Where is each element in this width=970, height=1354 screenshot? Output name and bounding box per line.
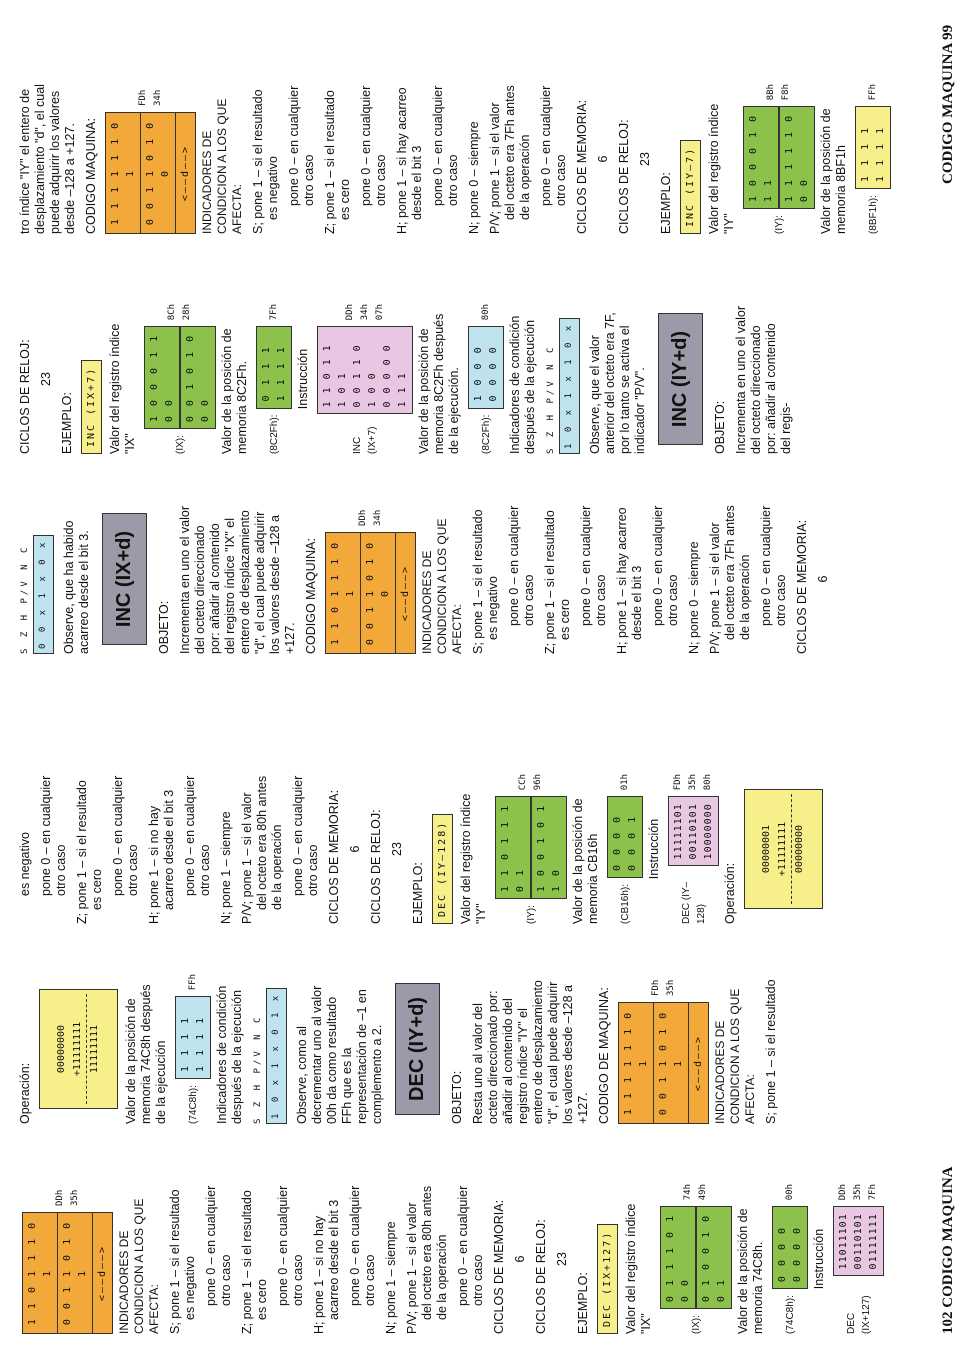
column-6 bbox=[18, 84, 895, 234]
instruction-hex-3: 07h bbox=[374, 304, 385, 321]
mem-cycles-label: CICLOS DE MEMORIA: bbox=[492, 1199, 506, 1334]
flag-n: N; pone 0 – siempre bbox=[687, 541, 701, 654]
operation-result: 11111111 bbox=[86, 994, 103, 1104]
iy-value-label: Valor del registro índice "IY" bbox=[459, 793, 488, 924]
memory-hex: 00h bbox=[784, 1184, 795, 1201]
flag-n: N; pone 1 – siempre bbox=[384, 1221, 398, 1334]
mem-cycles-value: 6 bbox=[816, 575, 830, 583]
instruction-label: Instrucción bbox=[647, 818, 661, 880]
machine-code-box bbox=[325, 532, 416, 654]
machine-code-block bbox=[22, 1184, 113, 1334]
clock-cycles-value: 23 bbox=[555, 1252, 569, 1266]
flag-pv-else: pone 0 – en cualquier otro caso bbox=[291, 775, 320, 896]
column-3 bbox=[18, 774, 829, 924]
column-1 bbox=[18, 1184, 888, 1334]
mem-cycles-label: CICLOS DE MEMORIA: bbox=[575, 99, 589, 234]
ix-high-byte: 0 1 1 1 0 1 0 0 bbox=[660, 1206, 696, 1309]
flag-h-else: pone 0 – en cualquier otro caso bbox=[348, 1185, 377, 1306]
memory-address: (CB16h): bbox=[619, 883, 631, 924]
machine-code-label: CODIGO DE MAQUINA: bbox=[597, 987, 611, 1124]
observation-text: Observe, que ha habido acarreo desde el bit 3. bbox=[62, 520, 91, 654]
memory-byte: 0 1 1 1 1 1 1 1 bbox=[256, 326, 292, 408]
flag-s: S; pone 1 – si el resultado es negativo bbox=[251, 89, 280, 234]
code-hex-2: 35h bbox=[665, 979, 676, 996]
memory-hex: 01h bbox=[619, 774, 630, 791]
mnemonic-title: INC (IX+d) bbox=[102, 513, 147, 645]
memory-byte: 0 0 0 0 0 0 0 1 bbox=[607, 796, 643, 878]
machine-code-box bbox=[22, 1212, 113, 1334]
flags-header: S Z H P/V N C bbox=[546, 344, 556, 454]
example-label: EJEMPLO: bbox=[411, 862, 425, 924]
clock-cycles-label: CICLOS DE RELOJ: bbox=[617, 119, 631, 234]
iy-label: (IY): bbox=[773, 215, 785, 234]
memory-value-label: Valor de la posición de memoria 74C8h. bbox=[736, 1208, 765, 1334]
flag-h: H; pone 1 – si hay acarreo desde el bit 3 bbox=[615, 507, 644, 654]
clock-cycles-value: 23 bbox=[39, 372, 53, 386]
objective-text: Incrementa en uno el valor del octeto direccionado por: añadir al contenido del regis- bbox=[734, 305, 793, 454]
example-instruction: INC (IX+7) bbox=[81, 360, 102, 454]
ix-low-byte: 0 0 1 0 1 0 0 0 bbox=[180, 326, 216, 429]
code-byte-1: 1 1 0 1 1 1 0 1 bbox=[23, 1213, 58, 1333]
iy-low-byte: 1 0 0 1 0 1 1 0 bbox=[531, 796, 567, 899]
memory-after bbox=[468, 304, 504, 454]
example-label: EJEMPLO: bbox=[576, 1272, 590, 1334]
ix-high-hex: 74h bbox=[683, 1184, 693, 1201]
objective-text: Incrementa en uno el valor del octeto direccionado por: añadir al contenido del registro índice "IX" el entero de desplazamiento "d", el cual puede adquirir los valores desde –128 a +127. bbox=[178, 505, 297, 654]
example-instruction: INC (IY–7) bbox=[680, 140, 701, 234]
instruction-hex-2: 35h bbox=[688, 774, 698, 791]
flag-pv: P/V; pone 1 – si el valor del octeto era 7Fh antes de la operación bbox=[488, 85, 532, 234]
memory-value-label: Valor de la posición de memoria 8BF1h bbox=[819, 108, 848, 234]
memory-after-hex: 80h bbox=[480, 304, 491, 321]
code-byte-2: 0 0 1 1 0 1 0 1 bbox=[58, 1213, 93, 1333]
ix-high-byte: 1 0 0 0 1 1 0 0 bbox=[144, 326, 180, 429]
flag-h-else: pone 0 – en cualquier otro caso bbox=[431, 85, 460, 206]
flags-title: INDICADORES DE CONDICION A LOS QUE AFECTA: bbox=[200, 98, 244, 234]
clock-cycles-label: CICLOS DE RELOJ: bbox=[534, 1219, 548, 1334]
iy-label: (IY): bbox=[525, 905, 537, 924]
clock-cycles-value: 23 bbox=[390, 842, 404, 856]
flag-s-else: pone 0 – en cualquier otro caso bbox=[204, 1185, 233, 1306]
mem-cycles-label: CICLOS DE MEMORIA: bbox=[795, 519, 809, 654]
mnemonic-title: INC (IY+d) bbox=[658, 313, 703, 445]
clock-cycles-label: CICLOS DE RELOJ: bbox=[18, 339, 32, 454]
flag-s-else: pone 0 – en cualquier otro caso bbox=[507, 505, 536, 626]
flag-s-continued: es negativo bbox=[18, 832, 32, 896]
flag-z-else: pone 0 – en cualquier otro caso bbox=[276, 1185, 305, 1306]
instruction-byte-1: 11111101 bbox=[673, 803, 684, 860]
code-displacement: <——d——> bbox=[180, 144, 191, 202]
example-label: EJEMPLO: bbox=[60, 392, 74, 454]
memory-after-byte: 1 0 0 0 0 0 0 0 bbox=[468, 326, 504, 408]
flag-z: Z; pone 1 – si el resultado es cero bbox=[240, 1190, 269, 1334]
flag-h: H; pone 1 – si hay acarreo desde el bit 3 bbox=[395, 87, 424, 234]
flag-z-else: pone 0 – en cualquier otro caso bbox=[579, 505, 608, 626]
iy-high-byte: 1 1 0 1 1 1 0 1 bbox=[495, 796, 531, 899]
iy-high-byte: 1 0 0 0 1 0 1 1 bbox=[743, 106, 779, 209]
column-2 bbox=[18, 974, 785, 1124]
flag-h-else: pone 0 – en cualquier otro caso bbox=[651, 505, 680, 626]
code-hex-1: DDh bbox=[54, 1189, 65, 1206]
iy-register bbox=[743, 84, 815, 234]
memory-value bbox=[607, 774, 643, 924]
objective-text-continued: tro índice "IY" el entero de desplazamiento "d", el cual puede adquirir los valores desde –128 a +127. bbox=[18, 84, 77, 234]
operation-operand-2: +11111111 bbox=[72, 1021, 83, 1077]
memory-hex: FFh bbox=[867, 84, 878, 101]
column-4 bbox=[18, 504, 837, 654]
memory-address: (8BF1h): bbox=[867, 195, 879, 234]
instruction-block bbox=[668, 774, 719, 924]
machine-code-block bbox=[618, 974, 709, 1124]
memory-after bbox=[175, 974, 211, 1124]
objective-text: Resta uno al valor del octeto direccionado por: añadir al contenido del registro índice "IY" el entero de desplazamiento "d", el cual puede adquirir los valores desde –128 a +127. bbox=[471, 980, 590, 1124]
memory-value bbox=[256, 304, 292, 454]
flags-title: INDICADORES DE CONDICION A LOS QUE AFECTA: bbox=[713, 988, 757, 1124]
flag-z: Z; pone 1 – si el resultado es cero bbox=[75, 780, 104, 924]
ix-low-hex: 49h bbox=[698, 1184, 708, 1201]
example-label: EJEMPLO: bbox=[659, 172, 673, 234]
operation-operand-1: 00000001 bbox=[761, 824, 772, 874]
objective-label: OBJETO: bbox=[450, 1070, 464, 1124]
instruction-mnemonic: DEC (IX+127) bbox=[845, 1295, 872, 1334]
instruction-hex-1: DDh bbox=[344, 304, 355, 321]
ix-register bbox=[660, 1184, 732, 1334]
flag-n: N; pone 0 – siempre bbox=[467, 121, 481, 234]
machine-code-block bbox=[325, 504, 416, 654]
flag-s-else: pone 0 – en cualquier otro caso bbox=[287, 85, 316, 206]
instruction-mnemonic: INC (IX+7) bbox=[352, 426, 378, 454]
flags-header: S Z H P/V N C bbox=[20, 544, 30, 654]
memory-after-address: (74C8h): bbox=[187, 1085, 199, 1124]
flag-z: Z; pone 1 – si el resultado es cero bbox=[543, 510, 572, 654]
flag-z: Z; pone 1 – si el resultado es cero bbox=[323, 90, 352, 234]
flags-values: 1 0 x 1 x 0 1 x bbox=[266, 988, 287, 1124]
operation-result: 00000000 bbox=[791, 794, 808, 904]
flag-pv: P/V; pone 1 – si el valor del octeto era 7Fh antes de la operación bbox=[708, 505, 752, 654]
instruction-block bbox=[317, 304, 413, 454]
flag-pv-else: pone 0 – en cualquier otro caso bbox=[759, 505, 788, 626]
example-instruction: DEC (IY–128) bbox=[432, 814, 453, 924]
iy-high-hex: 8Bh bbox=[766, 84, 776, 101]
machine-code-box bbox=[618, 1002, 709, 1124]
code-hex-2: 34h bbox=[152, 89, 163, 106]
instruction-byte-3: 10000000 bbox=[703, 803, 714, 860]
machine-code-label: CODIGO MAQUINA: bbox=[304, 538, 318, 654]
code-hex-2: 35h bbox=[69, 1189, 80, 1206]
flag-z-else: pone 0 – en cualquier otro caso bbox=[111, 775, 140, 896]
mem-cycles-value: 6 bbox=[513, 1255, 527, 1263]
memory-after-label: Valor de la posición de memoria 8C2Fh después de la ejecución. bbox=[417, 313, 461, 454]
instruction-byte-1: 1 1 0 1 1 1 0 1 bbox=[322, 344, 348, 408]
mem-cycles-label: CICLOS DE MEMORIA: bbox=[327, 789, 341, 924]
iy-low-byte: 1 1 1 1 1 0 0 0 bbox=[779, 106, 815, 209]
flag-s: S; pone 1 – si el resultado es negativo bbox=[168, 1189, 197, 1334]
instruction-hex-1: FDh bbox=[673, 774, 683, 791]
ix-register bbox=[144, 304, 216, 454]
instruction-hex-3: 7Fh bbox=[868, 1184, 878, 1201]
mem-cycles-value: 6 bbox=[348, 845, 362, 853]
memory-byte: 1 1 1 1 1 1 1 1 bbox=[855, 106, 891, 189]
flag-h: H; pone 1 – si no hay acarreo desde el bit 3 bbox=[147, 789, 176, 924]
instruction-byte-3: 0 0 0 0 0 1 1 1 bbox=[382, 344, 408, 408]
flag-pv: P/V; pone 1 – si el valor del octeto era 80h antes de la operación bbox=[240, 775, 284, 924]
instruction-label: Instrucción bbox=[296, 348, 310, 410]
memory-after-address: (8C2Fh): bbox=[480, 414, 492, 454]
instruction-label: Instrucción bbox=[812, 1228, 826, 1290]
operation-box bbox=[39, 989, 118, 1109]
observation-text: Observe, como al decrementar uno al valor 00h da como resultado FFh que es la representación de –1 en complemento a 2. bbox=[295, 985, 384, 1124]
code-displacement: <——d——> bbox=[693, 1034, 704, 1092]
operation-operand-2: +11111111 bbox=[777, 821, 788, 877]
iy-register bbox=[495, 774, 567, 924]
code-byte-1: 1 1 1 1 1 1 0 1 bbox=[619, 1003, 654, 1123]
flags-title: INDICADORES DE CONDICION A LOS QUE AFECTA: bbox=[117, 1198, 161, 1334]
instruction-mnemonic: DEC (IY–128) bbox=[680, 881, 707, 924]
instruction-block bbox=[833, 1184, 884, 1334]
flag-s: S; pone 1 – si el resultado bbox=[764, 979, 778, 1124]
footer-right-page-number: CODIGO MAQUINA 99 bbox=[940, 24, 956, 184]
memory-value bbox=[855, 84, 891, 234]
code-displacement: <——d——> bbox=[97, 1244, 108, 1302]
code-displacement: <——d——> bbox=[400, 564, 411, 622]
flag-pv-else: pone 0 – en cualquier otro caso bbox=[456, 1185, 485, 1306]
operation-label: Operación: bbox=[18, 1062, 32, 1124]
memory-hex: 7Fh bbox=[268, 304, 279, 321]
instruction-byte-2: 00110101 bbox=[853, 1213, 864, 1270]
instruction-hex-1: DDh bbox=[838, 1184, 848, 1201]
memory-after-label: Valor de la posición de memoria 74C8h después de la ejecución bbox=[124, 984, 168, 1124]
instruction-hex-2: 34h bbox=[359, 304, 370, 321]
ix-low-byte: 0 1 0 0 1 0 0 1 bbox=[696, 1206, 732, 1309]
memory-value-label: Valor de la posición de memoria 8C2Fh. bbox=[220, 328, 249, 454]
code-hex-1: FDh bbox=[650, 979, 661, 996]
flags-after-label: Indicadores de condición después de la ejecución bbox=[215, 985, 244, 1124]
iy-high-hex: CCh bbox=[518, 774, 528, 791]
flag-pv-else: pone 0 – en cualquier otro caso bbox=[539, 85, 568, 206]
code-hex-1: FDh bbox=[137, 89, 148, 106]
code-byte-2: 0 0 1 1 0 1 0 1 bbox=[654, 1003, 689, 1123]
operation-label: Operación: bbox=[723, 862, 737, 924]
ix-high-hex: 8Ch bbox=[167, 304, 177, 321]
example-instruction: DEC (IX+127) bbox=[597, 1224, 618, 1334]
iy-low-hex: F8h bbox=[781, 84, 791, 101]
instruction-byte-2: 00110101 bbox=[688, 803, 699, 860]
instruction-byte-3: 01111111 bbox=[868, 1213, 879, 1270]
flags-title: INDICADORES DE CONDICION A LOS QUE AFECTA: bbox=[420, 518, 464, 654]
flag-h-else: pone 0 – en cualquier otro caso bbox=[183, 775, 212, 896]
flag-s: S; pone 1 – si el resultado es negativo bbox=[471, 509, 500, 654]
machine-code-block bbox=[105, 84, 196, 234]
flag-pv: P/V; pone 1 – si el valor del octeto era 80h antes de la operación bbox=[405, 1185, 449, 1334]
instruction-byte-1: 11011101 bbox=[838, 1213, 849, 1270]
machine-code-label: CODIGO MAQUINA: bbox=[84, 118, 98, 234]
flags-after-label: Indicadores de condición después de la ejecución bbox=[508, 315, 537, 454]
code-hex-2: 34h bbox=[372, 509, 383, 526]
memory-after-byte: 1 1 1 1 1 1 1 1 bbox=[175, 996, 211, 1079]
mnemonic-title: DEC (IY+d) bbox=[395, 983, 440, 1115]
flag-h: H; pone 1 – si no hay acarreo desde el bit 3 bbox=[312, 1199, 341, 1334]
ix-low-hex: 28h bbox=[182, 304, 192, 321]
memory-value bbox=[772, 1184, 808, 1334]
flags-header: S Z H P/V N C bbox=[253, 1014, 263, 1124]
observation-text: Observe, que el valor anterior del octeto era 7F, por lo tanto se activa el indicador "P/V". bbox=[588, 312, 647, 454]
memory-value-label: Valor de la posición de memoria CB16h bbox=[571, 798, 600, 924]
ix-value-label: Valor del registro índice "IX" bbox=[108, 323, 137, 454]
operation-box bbox=[744, 789, 823, 909]
objective-label: OBJETO: bbox=[157, 600, 171, 654]
mem-cycles-value: 6 bbox=[596, 155, 610, 163]
instruction-hex-2: 35h bbox=[853, 1184, 863, 1201]
flag-z-else: pone 0 – en cualquier otro caso bbox=[359, 85, 388, 206]
operation-operand-1: 00000000 bbox=[56, 1024, 67, 1074]
memory-address: (8C2Fh): bbox=[268, 414, 280, 454]
clock-cycles-label: CICLOS DE RELOJ: bbox=[369, 809, 383, 924]
ix-value-label: Valor del registro índice "IX" bbox=[624, 1203, 653, 1334]
column-5 bbox=[18, 304, 800, 454]
ix-label: (IX): bbox=[690, 1315, 702, 1334]
memory-after-hex: FFh bbox=[187, 974, 198, 991]
iy-low-hex: 96h bbox=[533, 774, 543, 791]
flag-n: N; pone 1 – siempre bbox=[219, 811, 233, 924]
instruction-byte-2: 0 0 1 1 0 1 0 0 bbox=[352, 344, 378, 408]
flags-values: 1 0 x 1 x 1 0 x bbox=[559, 318, 580, 454]
iy-value-label: Valor del registro índice "IY" bbox=[707, 103, 736, 234]
code-byte-2: 0 0 1 1 0 1 0 0 bbox=[141, 113, 176, 233]
instruction-hex-3: 80h bbox=[703, 774, 713, 791]
ix-label: (IX): bbox=[174, 435, 186, 454]
code-byte-1: 1 1 0 1 1 1 0 1 bbox=[326, 533, 361, 653]
clock-cycles-value: 23 bbox=[638, 152, 652, 166]
memory-address: (74C8h): bbox=[784, 1295, 796, 1334]
code-hex-1: DDh bbox=[357, 509, 368, 526]
flag-s-else: pone 0 – en cualquier otro caso bbox=[39, 775, 68, 896]
memory-byte: 0 0 0 0 0 0 0 0 bbox=[772, 1206, 808, 1289]
objective-label: OBJETO: bbox=[713, 400, 727, 454]
code-byte-1: 1 1 1 1 1 1 0 1 bbox=[106, 113, 141, 233]
machine-code-box bbox=[105, 112, 196, 234]
footer-left-page-number: 102 CODIGO MAQUINA bbox=[940, 1166, 956, 1334]
code-byte-2: 0 0 1 1 0 1 0 0 bbox=[361, 533, 396, 653]
flags-values: 0 0 x 1 x 0 x bbox=[33, 535, 54, 654]
